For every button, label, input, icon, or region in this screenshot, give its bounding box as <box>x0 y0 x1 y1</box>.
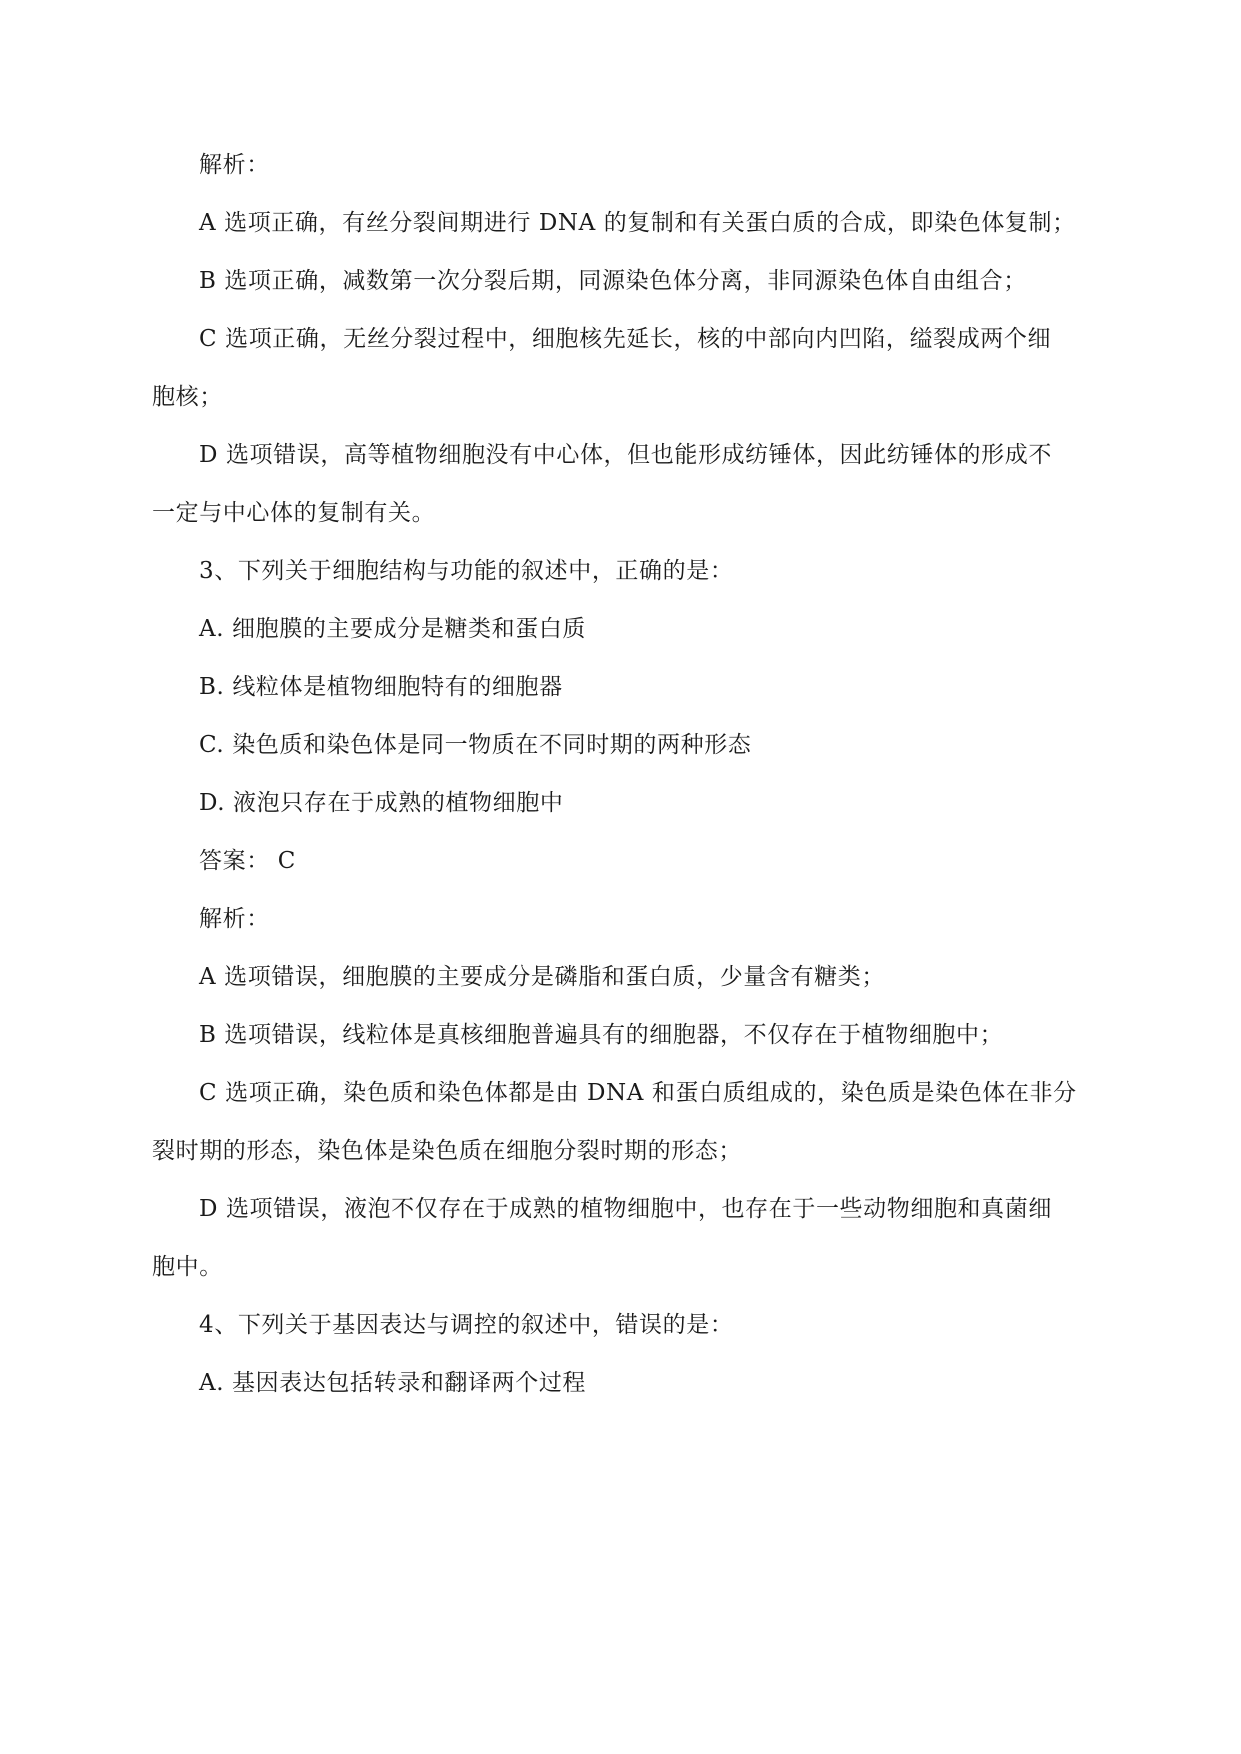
q2-analysis-d-line1: D 选项错误，高等植物细胞没有中心体，但也能形成纺锤体，因此纺锤体的形成不 <box>199 442 1052 468</box>
q4-option-a: A. 基因表达包括转录和翻译两个过程 <box>199 1370 587 1396</box>
q4-stem: 4、下列关于基因表达与调控的叙述中，错误的是： <box>199 1312 734 1338</box>
q3-analysis-d-line2: 胞中。 <box>152 1254 223 1280</box>
q3-stem: 3、下列关于细胞结构与功能的叙述中，正确的是： <box>199 558 734 584</box>
q3-option-d: D. 液泡只存在于成熟的植物细胞中 <box>199 790 564 816</box>
q2-analysis-c-line2: 胞核； <box>152 384 223 410</box>
q3-analysis-a: A 选项错误，细胞膜的主要成分是磷脂和蛋白质，少量含有糖类； <box>199 964 885 990</box>
q3-option-b: B. 线粒体是植物细胞特有的细胞器 <box>199 674 563 700</box>
q2-analysis-a: A 选项正确，有丝分裂间期进行 DNA 的复制和有关蛋白质的合成，即染色体复制； <box>199 210 1076 236</box>
q3-option-a: A. 细胞膜的主要成分是糖类和蛋白质 <box>199 616 587 642</box>
q3-option-c: C. 染色质和染色体是同一物质在不同时期的两种形态 <box>199 732 752 758</box>
q2-analysis-label: 解析： <box>199 152 270 178</box>
q3-answer: 答案： C <box>199 848 296 874</box>
q3-analysis-c-line2: 裂时期的形态，染色体是染色质在细胞分裂时期的形态； <box>152 1138 742 1164</box>
q2-analysis-c-line1: C 选项正确，无丝分裂过程中，细胞核先延长，核的中部向内凹陷，缢裂成两个细 <box>199 326 1052 352</box>
q3-analysis-c-line1: C 选项正确，染色质和染色体都是由 DNA 和蛋白质组成的，染色质是染色体在非分 <box>199 1080 1077 1106</box>
q3-analysis-label: 解析： <box>199 906 270 932</box>
q2-analysis-b: B 选项正确，减数第一次分裂后期，同源染色体分离，非同源染色体自由组合； <box>199 268 1027 294</box>
q3-analysis-d-line1: D 选项错误，液泡不仅存在于成熟的植物细胞中，也存在于一些动物细胞和真菌细 <box>199 1196 1052 1222</box>
q3-analysis-b: B 选项错误，线粒体是真核细胞普遍具有的细胞器，不仅存在于植物细胞中； <box>199 1022 1004 1048</box>
q2-analysis-d-line2: 一定与中心体的复制有关。 <box>152 500 436 526</box>
